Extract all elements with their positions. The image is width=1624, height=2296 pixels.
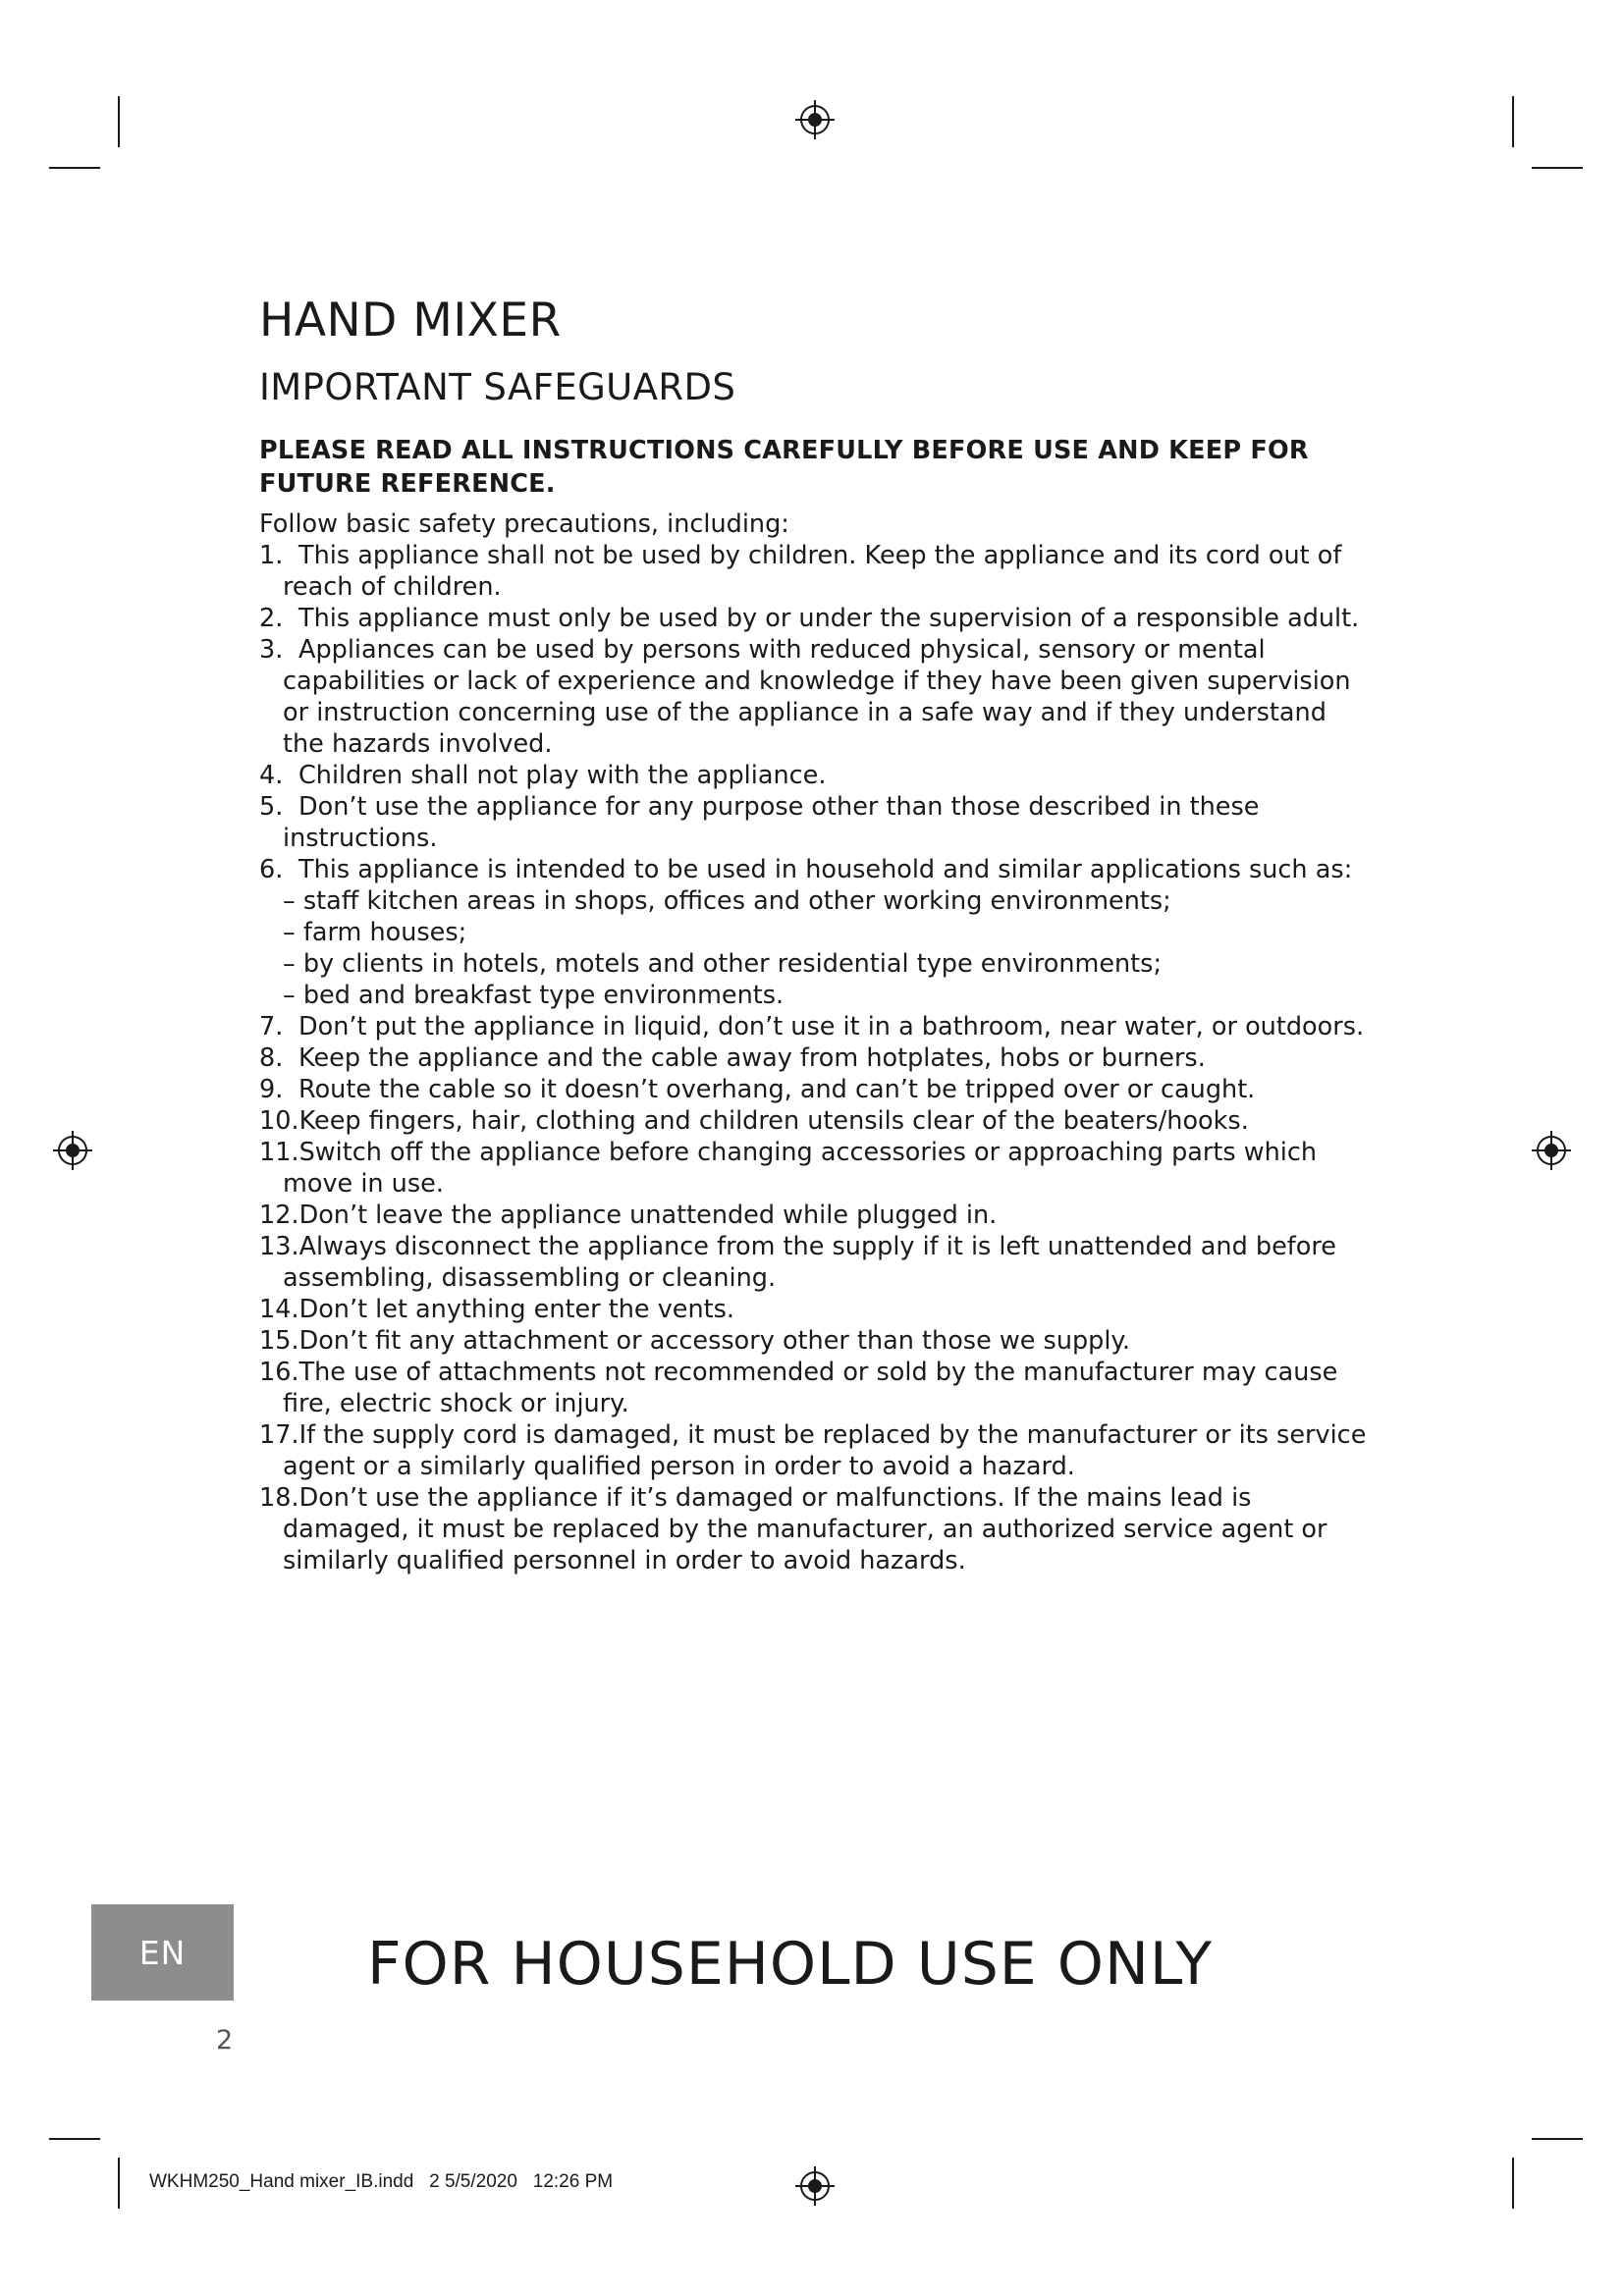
rule-text: Don’t use the appliance for any purpose other than those described in these instructions.	[283, 792, 1260, 853]
section-heading: IMPORTANT SAFEGUARDS	[259, 366, 736, 408]
rule-number: 17.	[259, 1420, 299, 1450]
rule-text: Keep the appliance and the cable away from hotplates, hobs or burners.	[298, 1043, 1206, 1073]
safety-rule	[259, 1482, 1369, 1576]
rule-number: 8.	[259, 1043, 284, 1073]
safety-rule	[259, 1419, 1369, 1482]
safety-rule	[259, 760, 1369, 791]
safety-rules-list	[259, 540, 1369, 1576]
rule-text: This appliance shall not be used by children. Keep the appliance and its cord out of reach of children.	[283, 541, 1342, 602]
household-use-notice: FOR HOUSEHOLD USE ONLY	[367, 1930, 1214, 1999]
intro-text: Follow basic safety precautions, including:	[259, 509, 789, 539]
environment-item: – by clients in hotels, motels and other residential type environments;	[283, 949, 1163, 979]
crop-mark-top-right-vertical	[1512, 96, 1514, 147]
environment-item: – staff kitchen areas in shops, offices and other working environments;	[283, 886, 1171, 916]
crop-mark-bottom-left-vertical	[118, 2158, 120, 2209]
crop-mark-top-left-vertical	[118, 96, 120, 147]
rule-text: This appliance is intended to be used in household and similar applications such as:	[298, 855, 1353, 884]
safety-rule	[259, 791, 1369, 854]
safety-rule	[259, 540, 1369, 603]
rule-number: 5.	[259, 792, 284, 822]
safety-rule	[259, 1231, 1369, 1294]
rule-number: 7.	[259, 1012, 284, 1041]
instruction-page	[259, 293, 1369, 1576]
rule-text: Appliances can be used by persons with reduced physical, sensory or mental capabilities or lack of experience and knowledge if they have been given supervision or instruction concerning use of the appliance in a safe way and if they understand the hazards involved.	[283, 635, 1351, 759]
rule-number: 6.	[259, 855, 284, 884]
rule-text: Don’t use the appliance if it’s damaged or malfunctions. If the mains lead is damaged, it must be replaced by the manufacturer, an authorized service agent or similarly qualified personnel in order to avoid hazards.	[283, 1483, 1327, 1575]
rule-number: 3.	[259, 635, 284, 665]
safety-rule	[259, 854, 1369, 1011]
crop-mark-top-right-horizontal	[1532, 167, 1583, 169]
rule-text: Don’t fit any attachment or accessory other than those we supply.	[298, 1326, 1130, 1356]
safety-rule	[259, 1011, 1369, 1042]
rule-number: 1.	[259, 541, 284, 570]
safety-rule	[259, 1105, 1369, 1137]
print-slug: WKHM250_Hand mixer_IB.indd 2 5/5/2020 12:26 PM	[149, 2171, 614, 2192]
rule-number: 10.	[259, 1106, 299, 1136]
crop-mark-bottom-right-vertical	[1512, 2158, 1514, 2209]
safety-rule	[259, 1294, 1369, 1325]
rule-number: 9.	[259, 1075, 284, 1104]
safety-rule	[259, 1042, 1369, 1074]
safety-rule	[259, 603, 1369, 634]
rule-text: Route the cable so it doesn’t overhang, and can’t be tripped over or caught.	[298, 1075, 1256, 1104]
page-number: 2	[216, 2025, 234, 2056]
rule-text: Always disconnect the appliance from the supply if it is left unattended and before assembling, disassembling or cleaning.	[283, 1232, 1336, 1293]
language-badge: EN	[91, 1904, 234, 2001]
safety-rule	[259, 1200, 1369, 1231]
rule-text: This appliance must only be used by or under the supervision of a responsible adult.	[298, 604, 1360, 633]
crop-mark-top-left-horizontal	[49, 167, 100, 169]
rule-number: 14.	[259, 1295, 299, 1324]
rule-number: 12.	[259, 1201, 299, 1230]
safety-rule	[259, 1137, 1369, 1200]
rule-text: Don’t leave the appliance unattended while plugged in.	[298, 1201, 998, 1230]
environment-item: – bed and breakfast type environments.	[283, 981, 785, 1010]
rule-text: Switch off the appliance before changing accessories or approaching parts which move in use.	[283, 1138, 1318, 1199]
safety-rule	[259, 634, 1369, 760]
registration-mark-icon	[51, 1129, 94, 1172]
crop-mark-bottom-left-horizontal	[49, 2138, 100, 2140]
rule-number: 16.	[259, 1358, 299, 1387]
environment-item: – farm houses;	[283, 918, 467, 947]
safety-rule	[259, 1357, 1369, 1419]
safety-rule	[259, 1074, 1369, 1105]
rule-text: If the supply cord is damaged, it must be replaced by the manufacturer or its service agent or a similarly qualified person in order to avoid a hazard.	[283, 1420, 1367, 1481]
environment-sublist	[283, 885, 1369, 1011]
rule-text: Don’t put the appliance in liquid, don’t use it in a bathroom, near water, or outdoors.	[298, 1012, 1365, 1041]
rule-number: 4.	[259, 761, 284, 790]
registration-mark-icon	[793, 98, 837, 141]
registration-mark-icon	[793, 2164, 837, 2208]
rule-number: 11.	[259, 1138, 299, 1167]
page-title: HAND MIXER	[259, 294, 562, 347]
rule-text: Keep fingers, hair, clothing and children utensils clear of the beaters/hooks.	[298, 1106, 1249, 1136]
rule-number: 18.	[259, 1483, 299, 1513]
rule-number: 2.	[259, 604, 284, 633]
rule-text: Children shall not play with the appliance.	[298, 761, 827, 790]
read-instructions-notice: PLEASE READ ALL INSTRUCTIONS CAREFULLY BEFORE USE AND KEEP FOR FUTURE REFERENCE.	[259, 436, 1309, 499]
rule-text: Don’t let anything enter the vents.	[298, 1295, 735, 1324]
rule-number: 13.	[259, 1232, 299, 1261]
safety-rule	[259, 1325, 1369, 1357]
registration-mark-icon	[1530, 1129, 1573, 1172]
crop-mark-bottom-right-horizontal	[1532, 2138, 1583, 2140]
rule-number: 15.	[259, 1326, 299, 1356]
rule-text: The use of attachments not recommended or sold by the manufacturer may cause fire, electric shock or injury.	[283, 1358, 1338, 1418]
